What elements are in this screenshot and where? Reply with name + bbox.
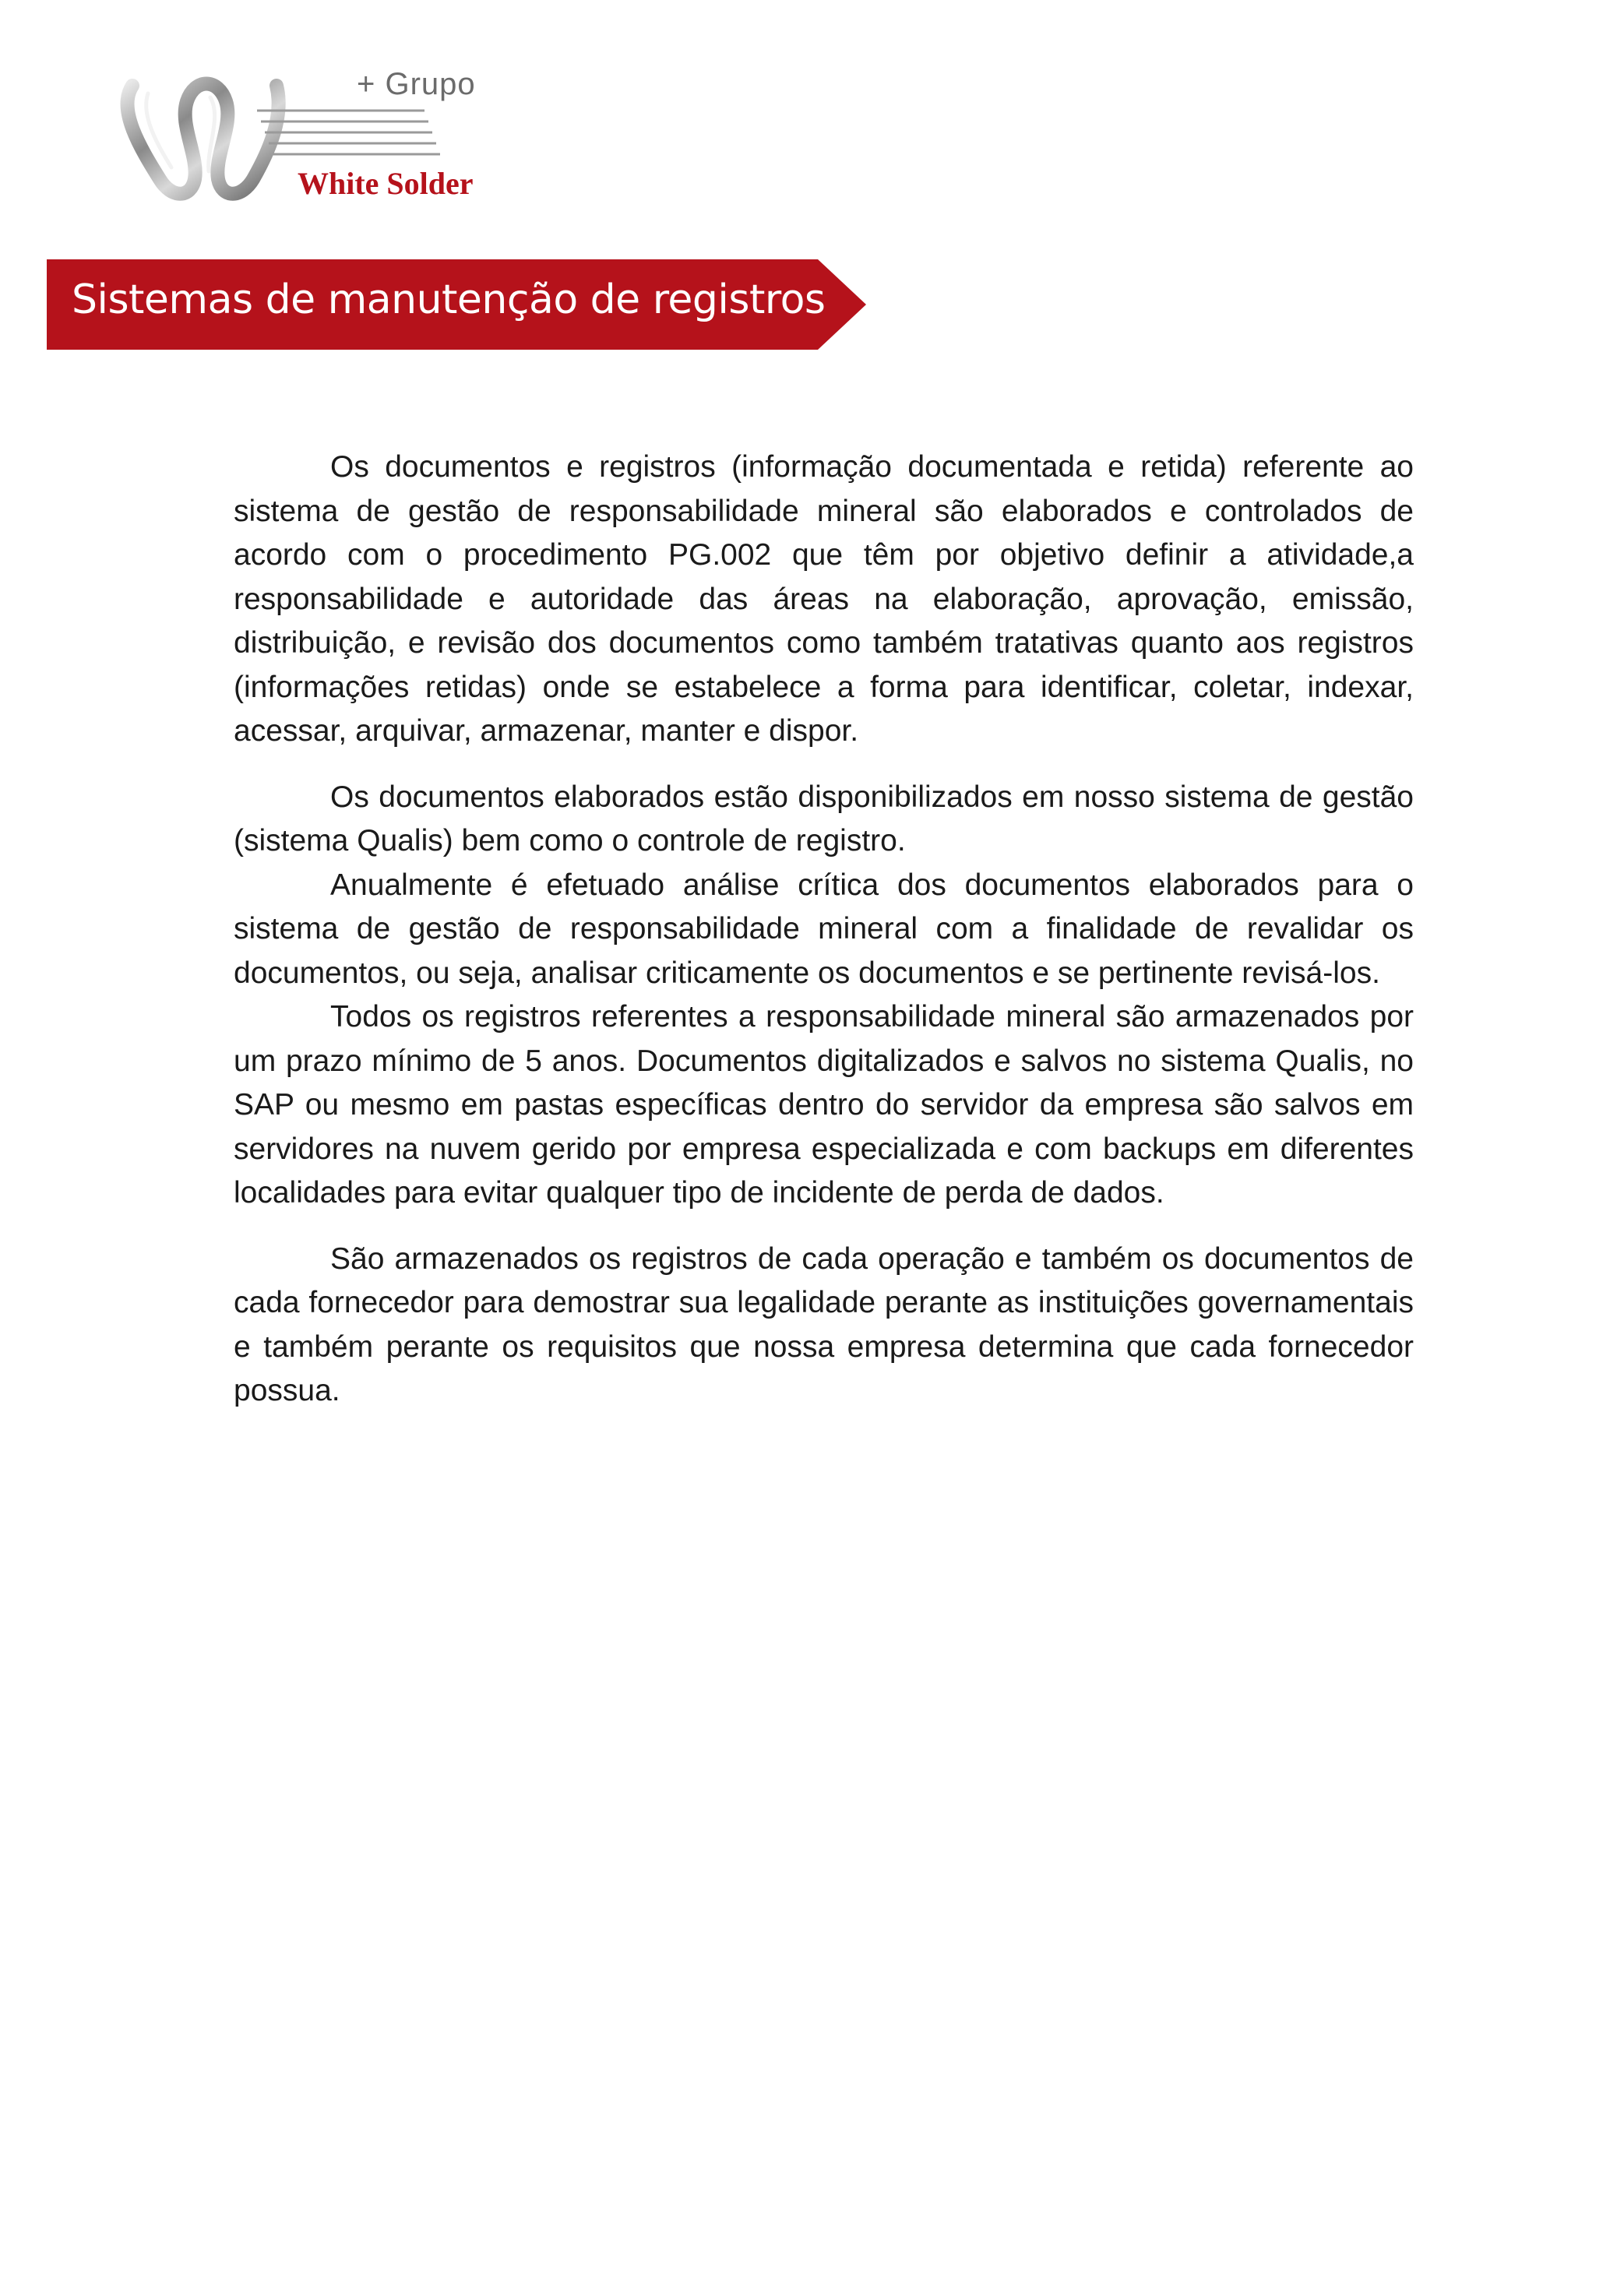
logo-grupo-text: + Grupo xyxy=(357,67,476,101)
section-title: Sistemas de manutenção de registros xyxy=(72,276,826,323)
logo-brand-text: White Solder xyxy=(298,166,474,201)
paragraph-annual-review: Anualmente é efetuado análise crítica dos documentos elaborados para o sistema de gestão de responsabilidade mineral com a finalidade de revalidar os documentos, ou seja, analisar criticamente os documentos e se pertinente revisá-los. xyxy=(234,868,1414,990)
paragraph-qualis: Os documentos elaborados estão disponibilizados em nosso sistema de gestão (sistema Qualis) bem como o controle de registro. xyxy=(234,780,1414,857)
paragraph-suppliers: São armazenados os registros de cada operação e também os documentos de cada fornecedor para demostrar sua legalidade perante as instituições governamentais e também perante os requisitos que nossa empresa determina que cada fornecedor possua. xyxy=(234,1241,1414,1407)
paragraph-procedure: Os documentos e registros (informação documentada e retida) referente ao sistema de gestão de responsabilidade mineral são elaborados e controlados de acordo com o procedimento PG.002 que têm por objetivo definir a atividade,a responsabilidade e autoridade das áreas na elaboração, aprovação, emissão, distribuição, e revisão dos documentos como também tratativas quanto aos registros (informações retidas) onde se estabelece a forma para identificar, coletar, indexar, acessar, arquivar, armazenar, manter e dispor. xyxy=(234,450,1414,748)
company-logo xyxy=(117,62,506,218)
document-body xyxy=(234,445,1414,1414)
paragraph-retention: Todos os registros referentes a responsabilidade mineral são armazenados por um prazo mínimo de 5 anos. Documentos digitalizados e salvos no sistema Qualis, no SAP ou mesmo em pastas específicas dentro do servidor da empresa são salvos em servidores na nuvem gerido por empresa especializada e com backups em diferentes localidades para evitar qualquer tipo de incidente de perda de dados. xyxy=(234,1000,1414,1210)
section-banner xyxy=(47,259,866,350)
